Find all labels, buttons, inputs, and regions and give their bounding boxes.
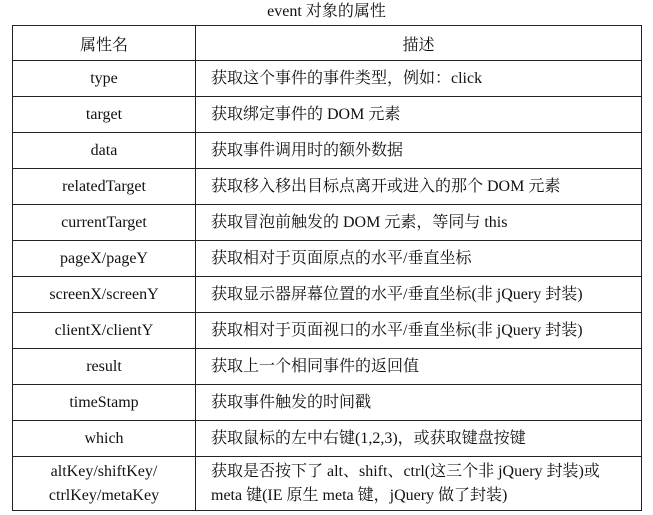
property-name: target (13, 97, 196, 133)
property-description: 获取鼠标的左中右键(1,2,3)，或获取键盘按键 (196, 421, 642, 457)
property-description (196, 457, 642, 511)
property-name: which (13, 421, 196, 457)
property-description: 获取绑定事件的 DOM 元素 (196, 97, 642, 133)
property-name: clientX/clientY (13, 313, 196, 349)
table-row (13, 133, 642, 169)
event-properties-table (12, 25, 642, 511)
property-name: relatedTarget (13, 169, 196, 205)
table-row (13, 421, 642, 457)
property-description: 获取相对于页面原点的水平/垂直坐标 (196, 241, 642, 277)
property-name: type (13, 61, 196, 97)
property-name: currentTarget (13, 205, 196, 241)
property-description: 获取移入移出目标点离开或进入的那个 DOM 元素 (196, 169, 642, 205)
header-property-name: 属性名 (13, 26, 196, 61)
property-description-line: 获取是否按下了 alt、shift、ctrl(这三个非 jQuery 封装)或 (211, 462, 600, 480)
property-name-line: ctrlKey/metaKey (48, 486, 160, 504)
property-description: 获取显示器屏幕位置的水平/垂直坐标(非 jQuery 封装) (196, 277, 642, 313)
property-name: data (13, 133, 196, 169)
property-name: result (13, 349, 196, 385)
table-row (13, 457, 642, 511)
table-caption: event 对象的属性 (267, 3, 386, 20)
table-row (13, 385, 642, 421)
table-row (13, 313, 642, 349)
table-row (13, 241, 642, 277)
property-description: 获取事件调用时的额外数据 (196, 133, 642, 169)
header-description: 描述 (196, 26, 642, 61)
property-name (13, 457, 196, 511)
property-description: 获取这个事件的事件类型，例如：click (196, 61, 642, 97)
property-description: 获取上一个相同事件的返回值 (196, 349, 642, 385)
property-description-line: meta 键(IE 原生 meta 键，jQuery 做了封装) (211, 486, 508, 504)
property-description: 获取事件触发的时间戳 (196, 385, 642, 421)
property-name: pageX/pageY (13, 241, 196, 277)
table-row (13, 97, 642, 133)
property-name-line: altKey/shiftKey/ (50, 462, 158, 480)
table-row (13, 349, 642, 385)
table-row (13, 277, 642, 313)
table-header-row (13, 26, 642, 61)
table-row (13, 205, 642, 241)
property-name: screenX/screenY (13, 277, 196, 313)
property-description: 获取相对于页面视口的水平/垂直坐标(非 jQuery 封装) (196, 313, 642, 349)
property-name: timeStamp (13, 385, 196, 421)
property-description: 获取冒泡前触发的 DOM 元素，等同与 this (196, 205, 642, 241)
table-row (13, 169, 642, 205)
table-row (13, 61, 642, 97)
